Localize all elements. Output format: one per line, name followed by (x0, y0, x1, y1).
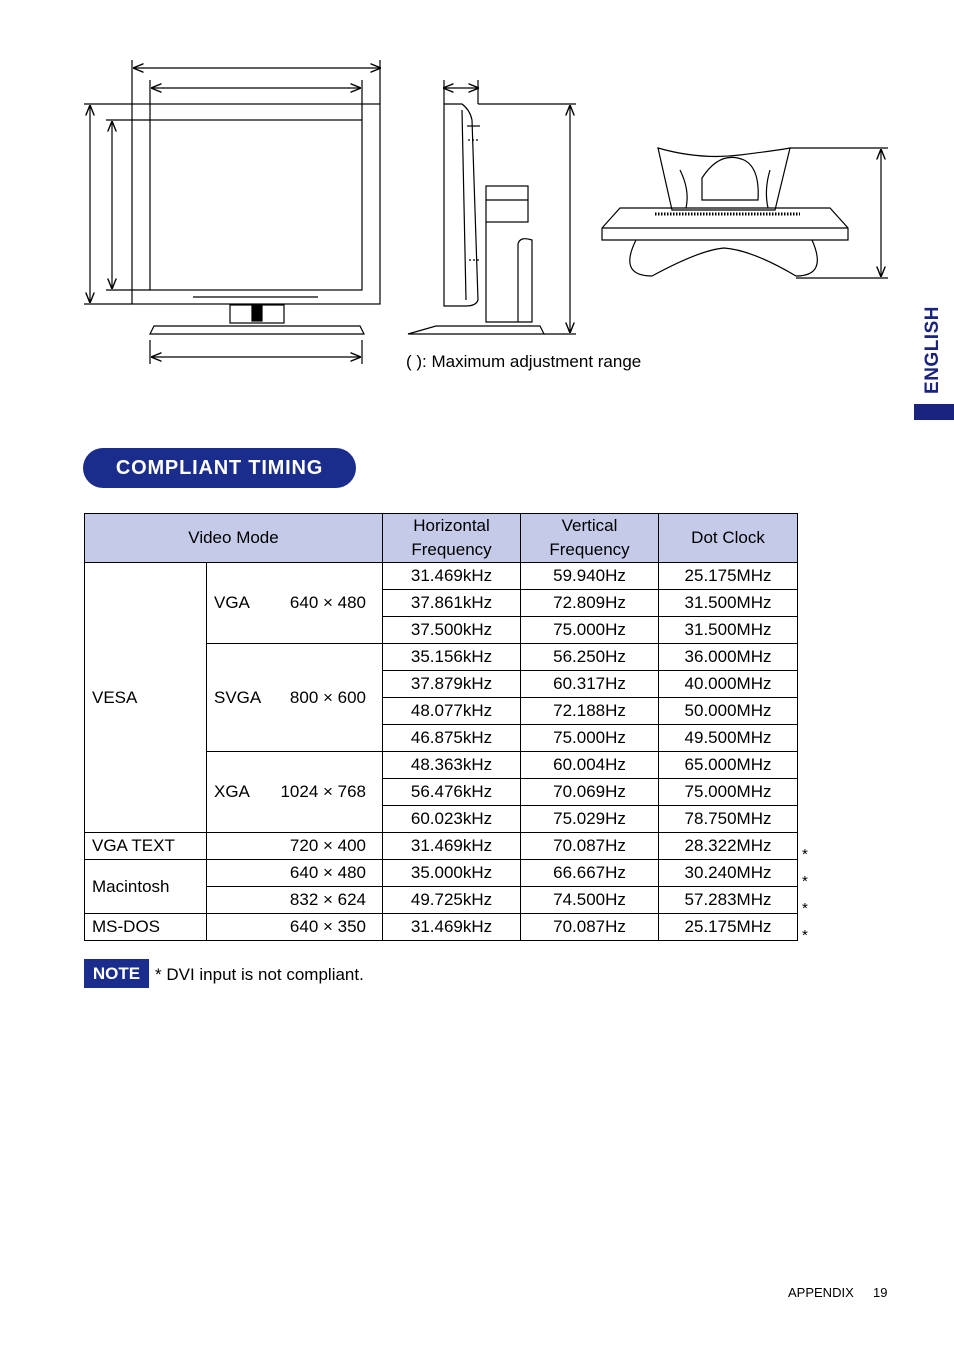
language-tab-label: ENGLISH (922, 306, 944, 394)
dot-clock: 40.000MHz (659, 671, 798, 698)
v-frequency: 60.317Hz (521, 671, 659, 698)
dot-clock: 78.750MHz (659, 806, 798, 833)
language-tab (918, 300, 948, 400)
header-vertical-frequency: Vertical Frequency (521, 514, 659, 563)
v-frequency: 74.500Hz (521, 887, 659, 914)
page-number: 19 (873, 1285, 888, 1300)
header-video-mode: Video Mode (85, 514, 383, 563)
v-frequency: 72.188Hz (521, 698, 659, 725)
vga-text-label: VGA TEXT (85, 833, 207, 860)
h-frequency: 31.469kHz (383, 833, 521, 860)
v-frequency: 75.029Hz (521, 806, 659, 833)
v-frequency: 70.087Hz (521, 833, 659, 860)
h-frequency: 35.000kHz (383, 860, 521, 887)
v-frequency: 70.069Hz (521, 779, 659, 806)
mode-name: VGA (214, 593, 250, 612)
dot-clock: 30.240MHz (659, 860, 798, 887)
header-dot-clock: Dot Clock (659, 514, 798, 563)
v-frequency: 75.000Hz (521, 725, 659, 752)
dot-clock: 50.000MHz (659, 698, 798, 725)
table-row (85, 563, 798, 590)
h-frequency: 56.476kHz (383, 779, 521, 806)
h-frequency: 49.725kHz (383, 887, 521, 914)
v-frequency: 72.809Hz (521, 590, 659, 617)
h-frequency: 48.363kHz (383, 752, 521, 779)
footnote-marker: * (802, 873, 808, 890)
mode-name: XGA (214, 782, 250, 801)
mode-vga (207, 563, 383, 644)
mode-resolution: 640 × 480 (207, 860, 383, 887)
side-view-drawing (408, 80, 576, 334)
mode-resolution: 1024 × 768 (280, 782, 367, 801)
v-frequency: 56.250Hz (521, 644, 659, 671)
top-view-drawing (602, 148, 888, 278)
section-title: COMPLIANT TIMING (83, 448, 356, 488)
language-tab-marker (914, 404, 954, 420)
mode-xga (207, 752, 383, 833)
h-frequency: 60.023kHz (383, 806, 521, 833)
dot-clock: 25.175MHz (659, 563, 798, 590)
note-badge: NOTE (84, 959, 149, 988)
vesa-label: VESA (85, 563, 207, 833)
table-row (85, 860, 798, 887)
v-frequency: 70.087Hz (521, 914, 659, 941)
h-frequency: 48.077kHz (383, 698, 521, 725)
footnote-marker: * (802, 900, 808, 917)
h-frequency: 31.469kHz (383, 914, 521, 941)
h-frequency: 37.861kHz (383, 590, 521, 617)
dot-clock: 57.283MHz (659, 887, 798, 914)
header-horizontal-frequency: Horizontal Frequency (383, 514, 521, 563)
h-frequency: 31.469kHz (383, 563, 521, 590)
v-frequency: 59.940Hz (521, 563, 659, 590)
dot-clock: 36.000MHz (659, 644, 798, 671)
note-text: * DVI input is not compliant. (155, 965, 364, 984)
mode-resolution: 640 × 350 (207, 914, 383, 941)
adjustment-range-note: ( ): Maximum adjustment range (406, 352, 642, 371)
v-frequency: 60.004Hz (521, 752, 659, 779)
mode-resolution: 640 × 480 (289, 593, 367, 612)
table-header-row (85, 514, 798, 563)
msdos-label: MS-DOS (85, 914, 207, 941)
compliant-timing-table (84, 513, 798, 941)
h-frequency: 37.500kHz (383, 617, 521, 644)
mode-resolution: 720 × 400 (207, 833, 383, 860)
mode-resolution: 832 × 624 (207, 887, 383, 914)
h-frequency: 35.156kHz (383, 644, 521, 671)
front-view-drawing (84, 60, 380, 364)
footer-section-label: APPENDIX (788, 1285, 854, 1300)
macintosh-label: Macintosh (85, 860, 207, 914)
footnote-marker: * (802, 846, 808, 863)
dot-clock: 31.500MHz (659, 590, 798, 617)
dot-clock: 28.322MHz (659, 833, 798, 860)
mode-resolution: 800 × 600 (289, 687, 367, 707)
dot-clock: 65.000MHz (659, 752, 798, 779)
v-frequency: 75.000Hz (521, 617, 659, 644)
footnote-marker: * (802, 927, 808, 944)
monitor-dimension-drawings (0, 0, 954, 400)
table-row (85, 914, 798, 941)
table-row (85, 833, 798, 860)
mode-name: SVGA (214, 687, 262, 707)
v-frequency: 66.667Hz (521, 860, 659, 887)
dot-clock: 25.175MHz (659, 914, 798, 941)
dot-clock: 75.000MHz (659, 779, 798, 806)
dot-clock: 31.500MHz (659, 617, 798, 644)
mode-svga (207, 644, 383, 752)
dot-clock: 49.500MHz (659, 725, 798, 752)
h-frequency: 37.879kHz (383, 671, 521, 698)
h-frequency: 46.875kHz (383, 725, 521, 752)
